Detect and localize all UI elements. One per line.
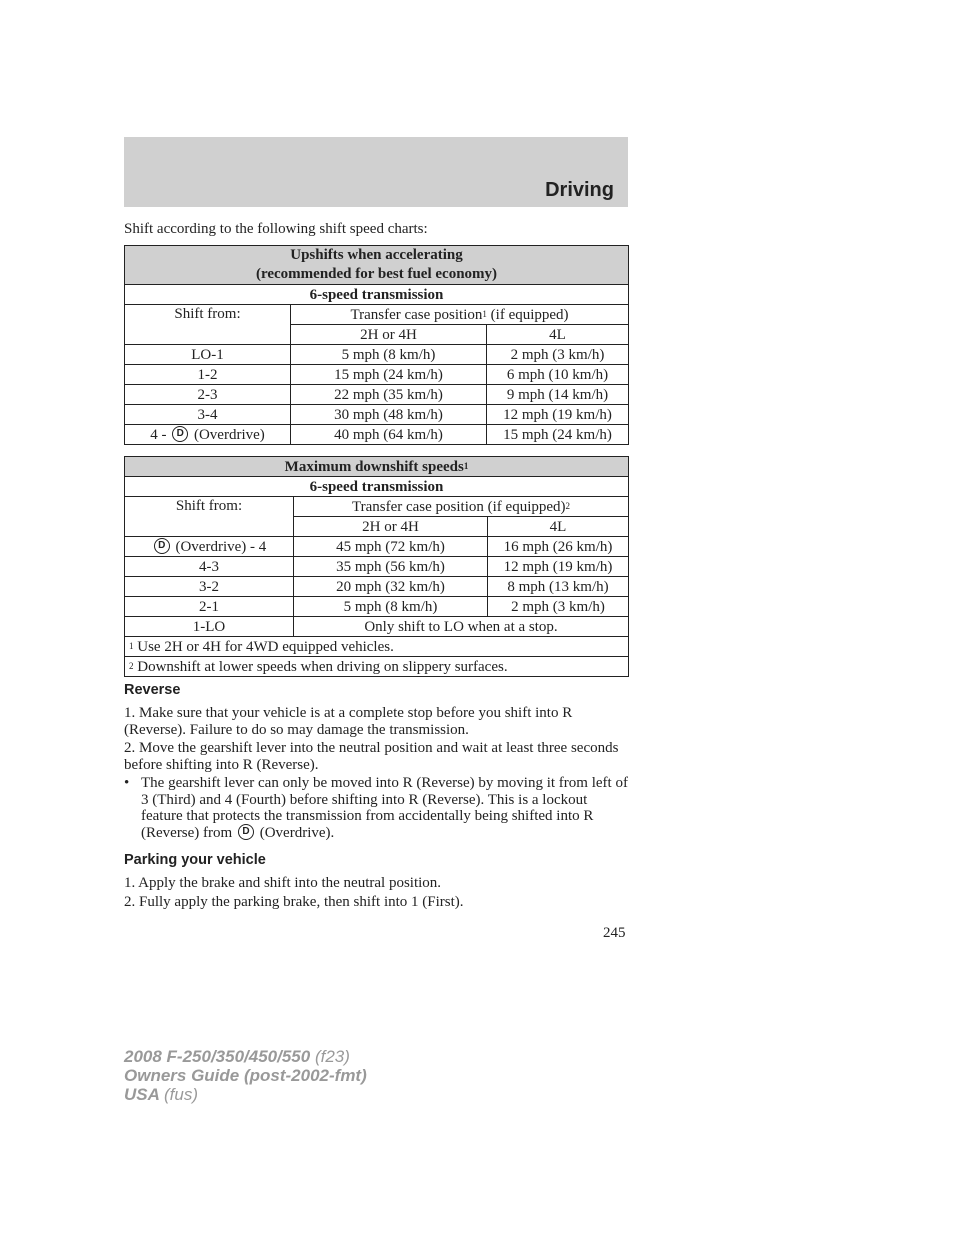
table-row: 2-1 5 mph (8 km/h) 2 mph (3 km/h) <box>125 597 629 617</box>
downshift-table <box>124 456 629 677</box>
parking-step-1: 1. Apply the brake and shift into the neutral position. <box>124 875 442 891</box>
reverse-step-2: 2. Move the gearshift lever into the neutral position and wait at least three seconds before shifting into R (Reverse). <box>124 740 619 773</box>
upshift-title: Upshifts when accelerating (recommended for best fuel economy) <box>125 246 629 285</box>
table-row-overdrive: D (Overdrive) - 4 45 mph (72 km/h) 16 mph (26 km/h) <box>125 537 629 557</box>
table-row-overdrive: 4 - D (Overdrive) 40 mph (64 km/h) 15 mph (24 km/h) <box>125 425 629 445</box>
upshift-col-2h4h: 2H or 4H <box>291 325 487 345</box>
table-row: 3-2 20 mph (32 km/h) 8 mph (13 km/h) <box>125 577 629 597</box>
downshift-transmission: 6-speed transmission <box>125 477 629 497</box>
downshift-col-4l: 4L <box>488 517 629 537</box>
parking-heading: Parking your vehicle <box>124 852 266 868</box>
overdrive-d-icon: D <box>172 426 188 442</box>
overdrive-d-icon: D <box>238 824 254 840</box>
upshift-col-4l: 4L <box>487 325 629 345</box>
reverse-heading: Reverse <box>124 682 181 698</box>
section-header-band <box>124 137 628 207</box>
upshift-table <box>124 245 629 445</box>
footnote-2: $^2$ Downshift at lower speeds when driving on slippery surfaces. <box>125 657 629 677</box>
downshift-shift-from: Shift from: <box>125 497 294 537</box>
table-row: 2-3 22 mph (35 km/h) 9 mph (14 km/h) <box>125 385 629 405</box>
upshift-transfer-case: Transfer case position$^1$ (if equipped) <box>291 305 629 325</box>
reverse-bullet: • The gearshift lever can only be moved into R (Reverse) by moving it from left of 3 (Third) and 4 (Fourth) before shifting into R (Reverse). This is a lockout feature that protects the transmission from accidentally being shifted into R (Reverse) from D (Overdrive). <box>124 775 628 841</box>
footnote-1: $^1$ Use 2H or 4H for 4WD equipped vehicles. <box>125 637 629 657</box>
parking-step-2: 2. Fully apply the parking brake, then shift into 1 (First). <box>124 894 464 910</box>
downshift-transfer-case: Transfer case position (if equipped)$^2$ <box>294 497 629 517</box>
table-row: 1-2 15 mph (24 km/h) 6 mph (10 km/h) <box>125 365 629 385</box>
page-number: 245 <box>603 925 626 941</box>
bullet-glyph: • <box>124 775 130 791</box>
intro-text: Shift according to the following shift speed charts: <box>124 221 428 237</box>
table-row: 3-4 30 mph (48 km/h) 12 mph (19 km/h) <box>125 405 629 425</box>
document-footer: 2008 F-250/350/450/550 (f23) Owners Guide (post-2002-fmt) USA (fus) <box>124 1047 367 1104</box>
downshift-col-2h4h: 2H or 4H <box>294 517 488 537</box>
downshift-title: Maximum downshift speeds$^1$ <box>125 457 629 477</box>
upshift-transmission: 6-speed transmission <box>125 285 629 305</box>
reverse-step-1: 1. Make sure that your vehicle is at a complete stop before you shift into R (Reverse). Failure to do so may damage the transmission. <box>124 705 573 738</box>
overdrive-d-icon: D <box>154 538 170 554</box>
upshift-shift-from: Shift from: <box>125 305 291 345</box>
table-row: 4-3 35 mph (56 km/h) 12 mph (19 km/h) <box>125 557 629 577</box>
table-row: 1-LO Only shift to LO when at a stop. <box>125 617 629 637</box>
section-title: Driving <box>545 179 614 201</box>
table-row: LO-1 5 mph (8 km/h) 2 mph (3 km/h) <box>125 345 629 365</box>
